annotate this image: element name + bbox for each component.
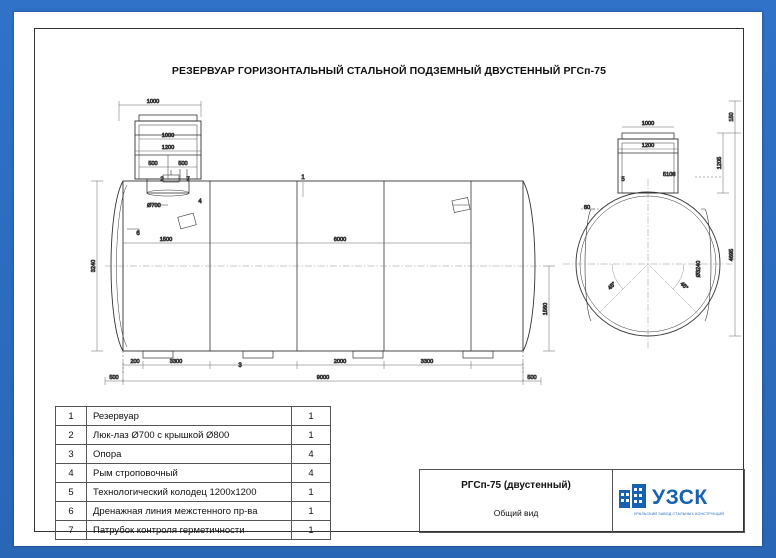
dim-1500: 1500 (159, 237, 173, 243)
legend-no: 7 (56, 521, 87, 540)
balloon-6: 6 (136, 231, 140, 237)
dim-500-left: 500 (109, 375, 119, 381)
legend-name: Люк-лаз Ø700 с крышкой Ø800 (87, 426, 292, 445)
dim-right-1000: 1000 (641, 121, 655, 127)
dim-right-d3240: Ø3240 (696, 260, 702, 278)
dim-3240: 3240 (91, 259, 97, 273)
title-block (419, 469, 745, 533)
dim-neck-1000: 1000 (161, 133, 175, 139)
legend-name: Дренажная линия межстенного пр-ва (87, 502, 292, 521)
dim-right-1200: 1200 (641, 143, 655, 149)
dim-right-1205: 1205 (717, 156, 723, 170)
legend-name: Опора (87, 445, 292, 464)
dim-neck-1200: 1200 (161, 145, 175, 151)
company-logo (616, 474, 740, 528)
view-name: Общий вид (493, 508, 539, 518)
table-row (56, 426, 331, 445)
table-row (56, 464, 331, 483)
logo-text: УЗСК (652, 486, 708, 509)
legend-qty: 4 (292, 464, 331, 483)
legend-qty: 1 (292, 502, 331, 521)
legend-no: 5 (56, 483, 87, 502)
drawing-sheet (14, 12, 762, 546)
factory-icon (618, 482, 648, 510)
dim-right-80: 80 (583, 205, 591, 211)
dim-hatch-d700: Ø700 (147, 203, 161, 209)
dim-3300-right: 3300 (420, 359, 434, 365)
dim-angle-45-left: 45° (607, 281, 618, 292)
legend-no: 1 (56, 407, 87, 426)
dim-500-right: 500 (527, 375, 537, 381)
dim-2000: 2000 (333, 359, 347, 365)
legend-body (56, 407, 331, 540)
legend-qty: 1 (292, 521, 331, 540)
legend-qty: 1 (292, 407, 331, 426)
dim-6000: 6000 (333, 237, 347, 243)
legend-name: Технологический колодец 1200х1200 (87, 483, 292, 502)
legend-name: Резервуар (87, 407, 292, 426)
dim-3300-left: 3300 (169, 359, 183, 365)
legend-qty: 4 (292, 445, 331, 464)
dim-right-150: 150 (729, 112, 735, 122)
dim-right-5108: 5108 (663, 172, 676, 178)
balloon-7: 7 (186, 177, 190, 183)
dim-9000: 9000 (316, 375, 330, 381)
balloon-2: 2 (160, 177, 164, 183)
legend-no: 2 (56, 426, 87, 445)
legend-no: 3 (56, 445, 87, 464)
table-row (56, 445, 331, 464)
balloon-3: 3 (238, 363, 242, 369)
table-row (56, 483, 331, 502)
product-name: РГСп-75 (двустенный) (461, 480, 571, 491)
table-row (56, 521, 331, 540)
table-row (56, 502, 331, 521)
legend-name: Рым строповочный (87, 464, 292, 483)
legend-qty: 1 (292, 426, 331, 445)
dim-1560: 1560 (543, 302, 549, 316)
drawing-title: РЕЗЕРВУАР ГОРИЗОНТАЛЬНЫЙ СТАЛЬНОЙ ПОДЗЕМНЫЙ ДВУСТЕННЫЙ РГСп-75 (171, 65, 607, 77)
table-row (56, 407, 331, 426)
balloon-1: 1 (301, 175, 305, 181)
balloon-4: 4 (198, 199, 202, 205)
parts-legend-table (55, 406, 331, 540)
dim-neck-top-1000: 1000 (146, 99, 160, 105)
dim-neck-500-left: 500 (148, 161, 158, 167)
dim-angle-45-right: 45° (678, 281, 689, 292)
dim-right-4695: 4695 (729, 248, 735, 262)
legend-qty: 1 (292, 483, 331, 502)
dim-200: 200 (130, 359, 140, 365)
dim-neck-500-right: 500 (178, 161, 188, 167)
logo-subtitle: УРАЛЬСКИЙ ЗАВОД СТАЛЬНЫХ КОНСТРУКЦИЙ (633, 512, 725, 516)
legend-name: Патрубок контроля герметичности (87, 521, 292, 540)
legend-no: 6 (56, 502, 87, 521)
balloon-5: 5 (621, 177, 625, 183)
sheet-frame (34, 28, 744, 536)
legend-no: 4 (56, 464, 87, 483)
